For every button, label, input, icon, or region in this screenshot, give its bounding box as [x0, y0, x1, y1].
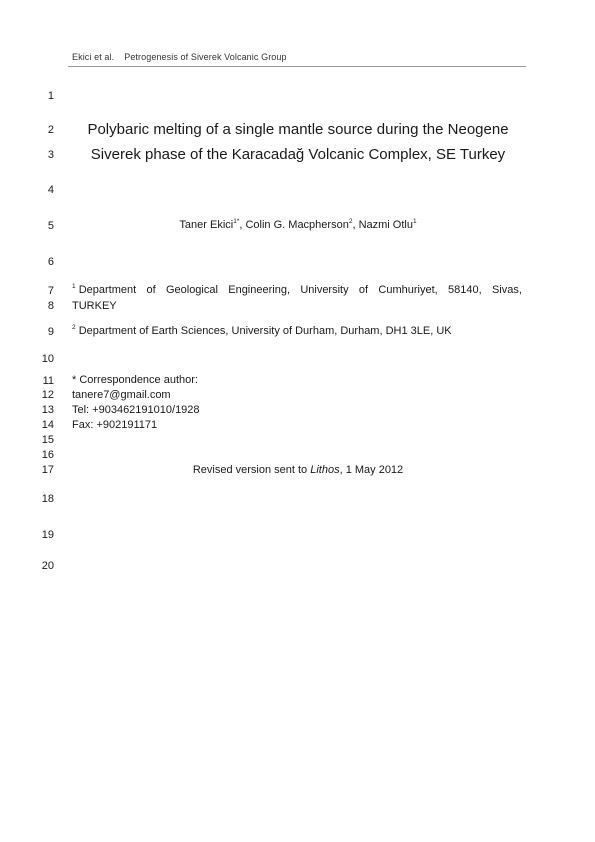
line-number: 12: [41, 389, 54, 401]
line-number: 6: [47, 256, 54, 268]
line-number: 13: [41, 404, 54, 416]
line-number: 14: [41, 419, 54, 431]
line-number: 10: [41, 353, 54, 365]
line-number: 5: [47, 220, 54, 232]
author-affiliation-mark: 1: [412, 218, 417, 225]
line-number: 7: [47, 285, 54, 297]
affiliation-2-text: Department of Earth Sciences, University of Durham, Durham, DH1 3LE, UK: [78, 325, 452, 337]
header-authors: Ekici et al.: [72, 52, 115, 62]
correspondence-tel: Tel: +903462191010/1928: [72, 404, 200, 416]
author-name: Nazmi Otlu: [358, 219, 413, 231]
revision-note: [72, 464, 524, 476]
line-number: 9: [47, 326, 54, 338]
affiliation-mark: 1: [72, 283, 76, 290]
affiliation-word: Sivas,: [491, 284, 522, 296]
line-number: 17: [41, 464, 54, 476]
line-number: 3: [47, 149, 54, 161]
revision-suffix: , 1 May 2012: [339, 464, 404, 476]
affiliation-word: Engineering,: [228, 284, 291, 296]
affiliation-word: of: [146, 284, 156, 296]
affiliation-word: of: [358, 284, 369, 296]
author-list: [72, 219, 524, 231]
correspondence-email: tanere7@gmail.com: [72, 389, 171, 401]
paper-title-line-1: Polybaric melting of a single mantle source during the Neogene: [87, 121, 509, 138]
affiliation-word: Cumhuriyet,: [378, 284, 438, 296]
affiliation-word: 58140,: [447, 284, 482, 296]
revision-journal: Lithos: [310, 464, 340, 476]
line-number: 19: [41, 529, 54, 541]
header-rule: [68, 66, 526, 67]
affiliation-word: $^1$ Department: [72, 283, 137, 296]
line-number: 4: [47, 184, 54, 196]
affiliation-1-line-2: TURKEY: [72, 300, 117, 312]
line-number: 11: [42, 375, 54, 387]
paper-title-line-2: Siverek phase of the Karacadağ Volcanic Complex, SE Turkey: [90, 146, 506, 163]
author-affiliation-mark: 1*: [233, 218, 240, 225]
affiliation-2: [72, 325, 452, 337]
running-header: [72, 52, 287, 62]
line-number: 20: [41, 560, 54, 572]
affiliation-word: University: [300, 284, 349, 296]
line-number: 15: [41, 434, 54, 446]
line-number: 8: [47, 300, 54, 312]
correspondence-label: * Correspondence author:: [72, 374, 198, 386]
author-affiliation-mark: 2: [348, 218, 353, 225]
revision-prefix: Revised version sent to: [192, 464, 311, 476]
correspondence-fax: Fax: +902191171: [72, 419, 158, 431]
affiliation-1: [72, 284, 522, 296]
line-number: 1: [47, 90, 54, 102]
line-number: 2: [47, 124, 54, 136]
affiliation-mark: 2: [72, 324, 76, 331]
author-separator: ,: [239, 219, 246, 231]
author-name: Taner Ekici: [179, 219, 234, 231]
line-number: 18: [41, 493, 54, 505]
line-number: 16: [41, 449, 54, 461]
affiliation-word: Geological: [165, 284, 218, 296]
author-name: Colin G. Macpherson: [245, 219, 349, 231]
header-running-title: Petrogenesis of Siverek Volcanic Group: [124, 52, 287, 62]
author-separator: ,: [352, 219, 359, 231]
